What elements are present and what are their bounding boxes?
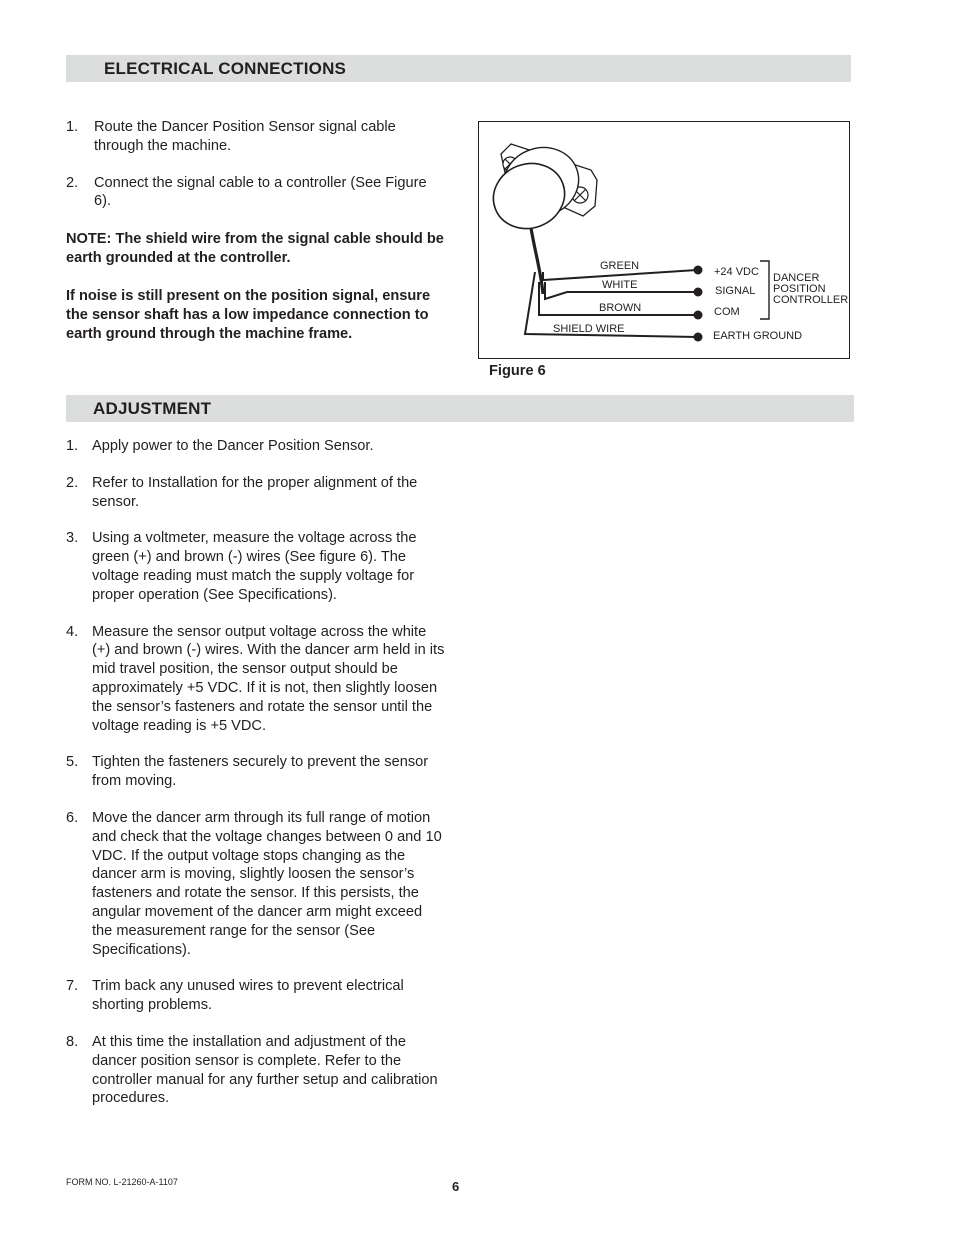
step-number: 1.	[66, 119, 79, 135]
step-number: 8.	[66, 1033, 79, 1050]
page-number: 6	[452, 1179, 460, 1194]
noise-note: If noise is still present on the position signal, ensure the sensor shaft has a low impedance connection to earth ground through the machine frame.	[66, 288, 431, 342]
step-text: Move the dancer arm through its full range of motion and check that the voltage changes between 0 and 10 VDC. If the output voltage stops changing as the dancer arm is moving, slightly loosen the sensor’s fasteners and rotate the sensor. If this persists, the angular movement of the dancer arm might exceed the measurement range for the sensor (See Specifications).	[92, 809, 442, 958]
earth-ground-label: EARTH GROUND	[713, 330, 803, 342]
electrical-steps-list	[66, 118, 446, 211]
signal-terminal-label: SIGNAL	[715, 285, 756, 297]
list-item	[66, 753, 446, 791]
figure-caption: Figure 6	[489, 363, 546, 379]
wiring-diagram-svg	[479, 122, 851, 360]
shield-wire-label: SHIELD WIRE	[553, 323, 625, 335]
step-number: 2.	[66, 474, 79, 491]
list-item	[66, 623, 446, 736]
terminal-dot	[694, 288, 703, 297]
step-number: 6.	[66, 809, 79, 826]
controller-bracket	[760, 261, 769, 319]
step-number: 4.	[66, 623, 79, 640]
step-text: Using a voltmeter, measure the voltage across the green (+) and brown (-) wires (See figure 6). The voltage reading must match the supply voltage for proper operation (See Specifications).	[92, 530, 417, 603]
step-number: 3.	[66, 530, 79, 547]
controller-label-line1: DANCER	[773, 272, 820, 284]
com-terminal-label: COM	[714, 306, 740, 318]
step-text: At this time the installation and adjustment of the dancer position sensor is complete. Refer to the controller manual for any further setup and calibration procedures.	[92, 1033, 438, 1107]
electrical-connections-heading: ELECTRICAL CONNECTIONS	[66, 55, 851, 82]
step-text: Measure the sensor output voltage across the white (+) and brown (-) wires. With the dancer arm held in its mid travel position, the sensor output should be approximately +5 VDC. If it is not, then slightly loosen the sensor’s fasteners and rotate the sensor until the voltage reading is +5 VDC.	[92, 623, 445, 734]
step-text: Apply power to the Dancer Position Sensor.	[92, 438, 374, 454]
white-wire-label: WHITE	[602, 279, 638, 291]
list-item	[66, 474, 446, 512]
step-text: Route the Dancer Position Sensor signal cable through the machine.	[94, 119, 396, 154]
controller-label-line2: POSITION	[773, 283, 826, 295]
list-item	[66, 809, 446, 959]
vdc-terminal-label: +24 VDC	[714, 266, 759, 278]
brown-wire-label: BROWN	[599, 302, 642, 314]
list-item	[66, 529, 446, 604]
step-text: Trim back any unused wires to prevent electrical shorting problems.	[92, 978, 404, 1014]
step-number: 1.	[66, 438, 79, 454]
list-item	[66, 977, 446, 1015]
step-text: Tighten the fasteners securely to prevent the sensor from moving.	[92, 754, 429, 790]
list-item	[66, 118, 446, 156]
list-item	[66, 174, 446, 212]
terminal-dot	[694, 311, 703, 320]
step-number: 7.	[66, 978, 79, 995]
shield-wire-note: NOTE: The shield wire from the signal cable should be earth grounded at the controller.	[66, 231, 444, 266]
adjustment-heading: ADJUSTMENT	[66, 395, 854, 422]
green-wire-label: GREEN	[600, 260, 640, 272]
step-text: Connect the signal cable to a controller (See Figure 6).	[94, 174, 427, 210]
step-number: 2.	[66, 174, 79, 191]
terminal-dot	[694, 266, 703, 275]
terminal-dot	[694, 333, 703, 342]
step-text: Refer to Installation for the proper alignment of the sensor.	[92, 474, 418, 510]
wiring-diagram	[478, 121, 850, 359]
list-item	[66, 1033, 446, 1108]
list-item	[66, 437, 446, 456]
controller-label-line3: CONTROLLER	[773, 294, 849, 306]
step-number: 5.	[66, 754, 79, 771]
adjustment-steps-list	[66, 437, 446, 1108]
form-number: FORM NO. L-21260-A-1107	[66, 1177, 178, 1187]
